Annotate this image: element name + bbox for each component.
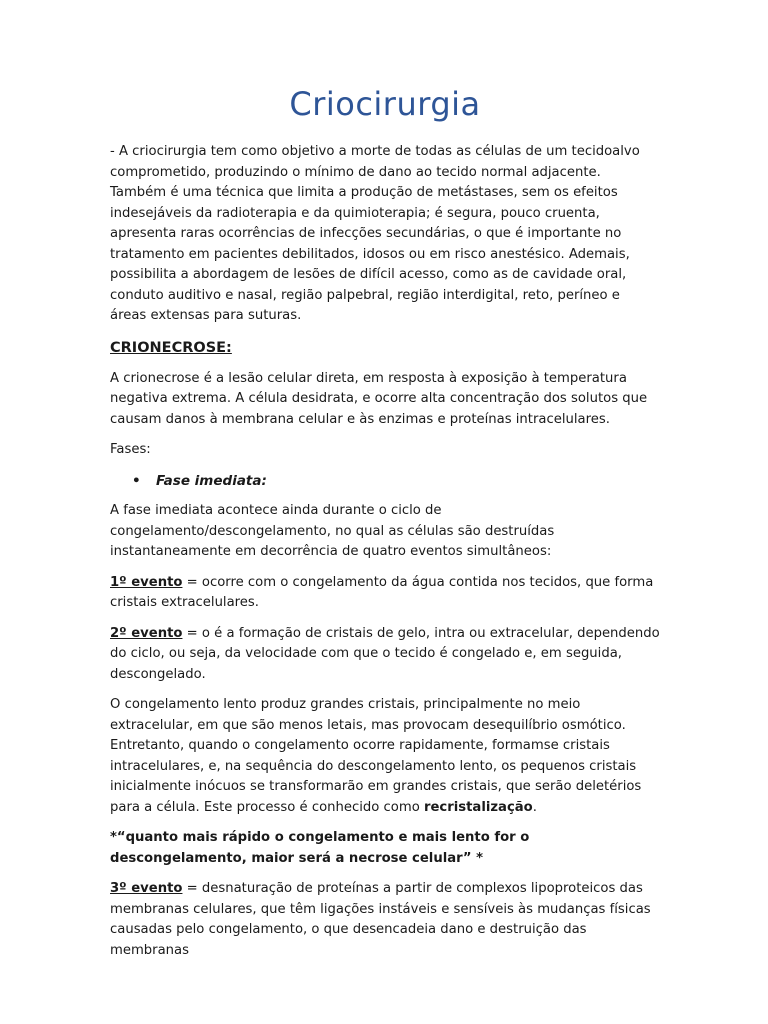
event-1-text: = ocorre com o congelamento da água contida nos tecidos, que forma cristais extracelulares. <box>110 574 654 610</box>
phase-item-imediata <box>132 471 660 492</box>
recristalizacao-term: recristalização <box>423 799 533 815</box>
congelamento-paragraph <box>110 695 660 818</box>
fases-label: Fases: <box>110 442 151 457</box>
bullet-icon: • <box>132 472 141 489</box>
event-2-label: 2º evento <box>110 625 183 641</box>
fase-imediata-paragraph: A fase imediata acontece ainda durante o ciclo de congelamento/descongelamento, no qual as células são destruídas instantaneamente em decorrência de quatro eventos simultâneos: <box>110 503 555 559</box>
period-text: . <box>532 799 537 815</box>
phase-label: Fase imediata: <box>156 472 267 489</box>
phases-list <box>110 471 660 492</box>
event-3-paragraph <box>110 879 660 961</box>
event-1-label: 1º evento <box>110 574 183 590</box>
event-2-text: = o é a formação de cristais de gelo, intra ou extracelular, dependendo do ciclo, ou seja, da velocidade com que o tecido é congelado e, em seguida, descongelado. <box>110 625 660 682</box>
congelamento-text: O congelamento lento produz grandes cristais, principalmente no meio extracelular, em que são menos letais, mas provocam desequilíbrio osmótico. Entretanto, quando o congelamento ocorre rapidamente, formamse cristais intracelulares, e, na sequência do descongelamento lento, os pequenos cristais inicialmente inócuos se transformarão em grandes cristais, que serão deletérios para a célula. Este processo é conhecido como <box>110 697 642 815</box>
event-3-text: = desnaturação de proteínas a partir de complexos lipoproteicos das membranas celulares, que têm ligações instáveis e sensíveis às mudanças físicas causadas pelo congelamento, o que desencadeia dano e destruição das membranas <box>110 881 651 958</box>
event-3-label: 3º evento <box>110 881 183 896</box>
event-1-paragraph <box>110 573 660 614</box>
intro-paragraph: - A criocirurgia tem como objetivo a morte de todas as células de um tecidoalvo comprometido, produzindo o mínimo de dano ao tecido normal adjacente. Também é uma técnica que limita a produção de metástases, sem os efeitos indesejáveis da radioterapia e da quimioterapia; é segura, pouco cruenta, apresenta raras ocorrências de infecções secundárias, o que é importante no tratamento em pacientes debilitados, idosos ou em risco anestésico. Ademais, possibilita a abordagem de lesões de difícil acesso, como as de cavidade oral, conduto auditivo e nasal, região palpebral, região interdigital, reto, períneo e áreas extensas para suturas. <box>110 144 640 323</box>
document-title: Criocirurgia <box>289 85 481 123</box>
section-heading-crionecrose: CRIONECROSE: <box>110 339 232 356</box>
document-page <box>110 84 660 971</box>
event-2-paragraph <box>110 624 660 686</box>
quote-paragraph: *“quanto mais rápido o congelamento e mais lento for o descongelamento, maior será a necrose celular” * <box>110 830 530 866</box>
crionecrose-paragraph: A crionecrose é a lesão celular direta, em resposta à exposição à temperatura negativa extrema. A célula desidrata, e ocorre alta concentração dos solutos que causam danos à membrana celular e às enzimas e proteínas intracelulares. <box>110 370 648 427</box>
